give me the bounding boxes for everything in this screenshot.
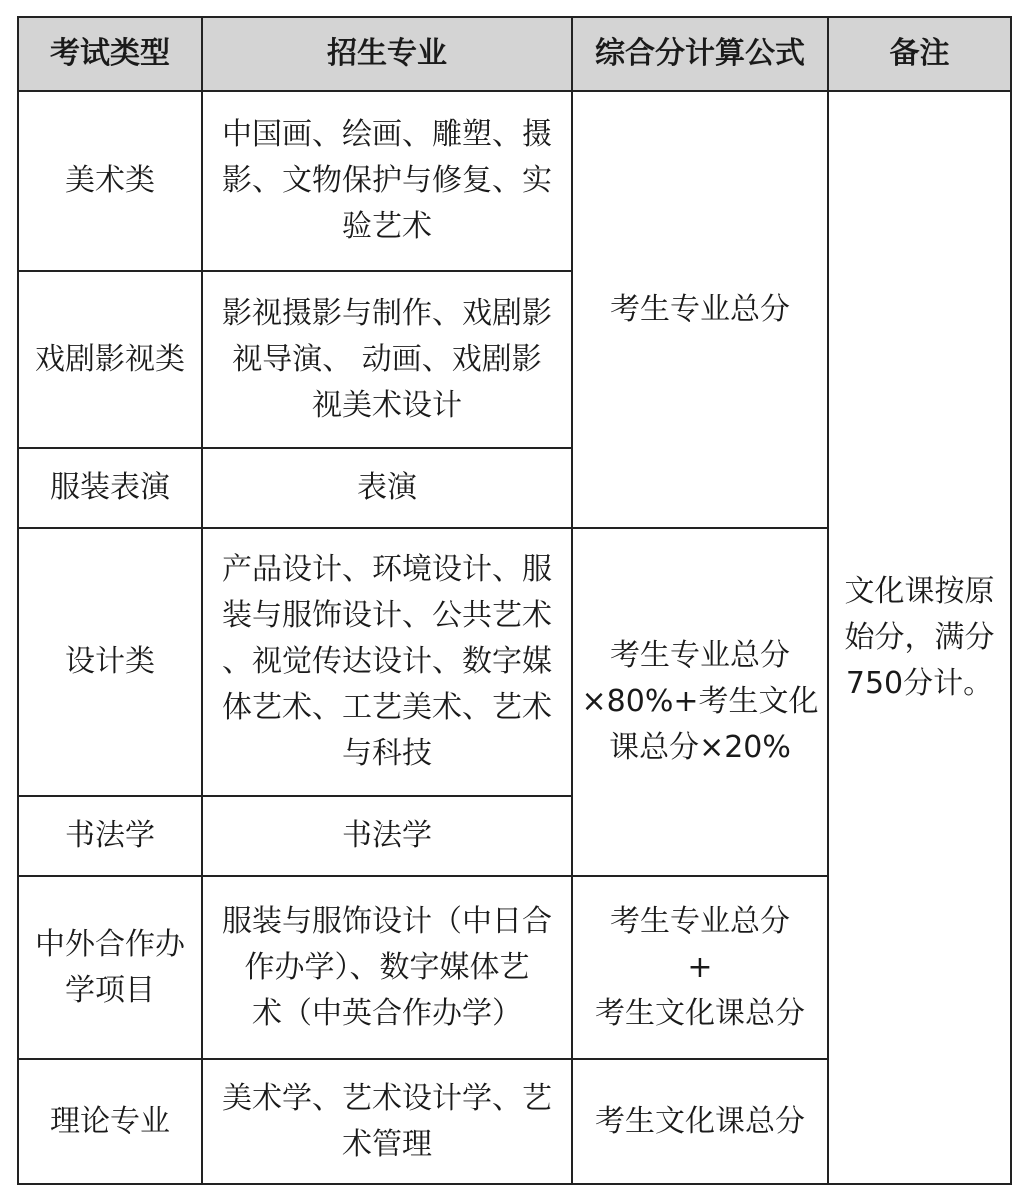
exam-type-cell: 书法学 (18, 796, 202, 876)
formula-line: 考生专业总分 (610, 291, 790, 327)
exam-type-line: 学项目 (65, 972, 155, 1008)
major-line: 术（中英合作办学） (252, 995, 522, 1031)
note-line: 750分计。 (845, 665, 994, 701)
exam-type-cell: 美术类 (18, 91, 202, 271)
major-cell (202, 796, 572, 876)
major-cell (202, 876, 572, 1059)
major-line: 装与服饰设计、公共艺术 (222, 598, 552, 633)
formula-line: + (687, 949, 713, 985)
major-line: 验艺术 (342, 209, 432, 244)
formula-cell-group4 (572, 1059, 828, 1184)
major-cell (202, 528, 572, 796)
exam-type-cell: 设计类 (18, 528, 202, 796)
major-cell (202, 1059, 572, 1184)
header-note: 备注 (828, 17, 1011, 91)
exam-type-cell: 服装表演 (18, 448, 202, 528)
admission-score-table (17, 16, 1012, 1185)
major-line: 产品设计、环境设计、服 (222, 552, 552, 587)
major-line: 、视觉传达设计、数字媒 (222, 644, 552, 679)
major-line: 术管理 (342, 1126, 432, 1162)
table-row (18, 91, 1011, 271)
major-cell (202, 448, 572, 528)
major-line: 视美术设计 (312, 387, 462, 423)
note-cell (828, 91, 1011, 1184)
major-cell (202, 271, 572, 448)
header-formula: 综合分计算公式 (572, 17, 828, 91)
header-exam-type: 考试类型 (18, 17, 202, 91)
major-cell (202, 91, 572, 271)
header-row (18, 17, 1011, 91)
header-major: 招生专业 (202, 17, 572, 91)
major-line: 影、文物保护与修复、实 (222, 163, 552, 198)
formula-line: 考生专业总分 (610, 903, 790, 939)
major-line: 体艺术、工艺美术、艺术 (222, 690, 552, 725)
major-line: 服装与服饰设计（中日合 (222, 903, 552, 939)
formula-cell-group1 (572, 91, 828, 528)
major-line: 中国画、绘画、雕塑、摄 (222, 117, 552, 152)
exam-type-cell: 理论专业 (18, 1059, 202, 1184)
major-line: 美术学、艺术设计学、艺 (222, 1080, 552, 1116)
formula-line: 考生专业总分 (610, 638, 790, 673)
exam-type-cell (18, 876, 202, 1059)
formula-line: 考生文化课总分 (595, 995, 805, 1031)
note-line: 始分，满分 (844, 619, 995, 655)
formula-line: 考生文化课总分 (595, 1103, 805, 1139)
major-line: 视导演、 动画、戏剧影 (232, 341, 542, 377)
major-line: 影视摄影与制作、戏剧影 (222, 295, 552, 331)
formula-cell-group3 (572, 876, 828, 1059)
formula-line: 课总分×20% (609, 730, 791, 765)
exam-type-cell: 戏剧影视类 (18, 271, 202, 448)
note-line: 文化课按原 (844, 573, 995, 609)
exam-type-line: 中外合作办 (35, 926, 185, 962)
major-line: 与科技 (342, 736, 432, 771)
major-line: 表演 (357, 470, 417, 505)
major-line: 作办学）、数字媒体艺 (244, 949, 530, 985)
formula-line: ×80%+考生文化 (581, 684, 819, 719)
major-line: 书法学 (342, 818, 432, 853)
formula-cell-group2 (572, 528, 828, 876)
